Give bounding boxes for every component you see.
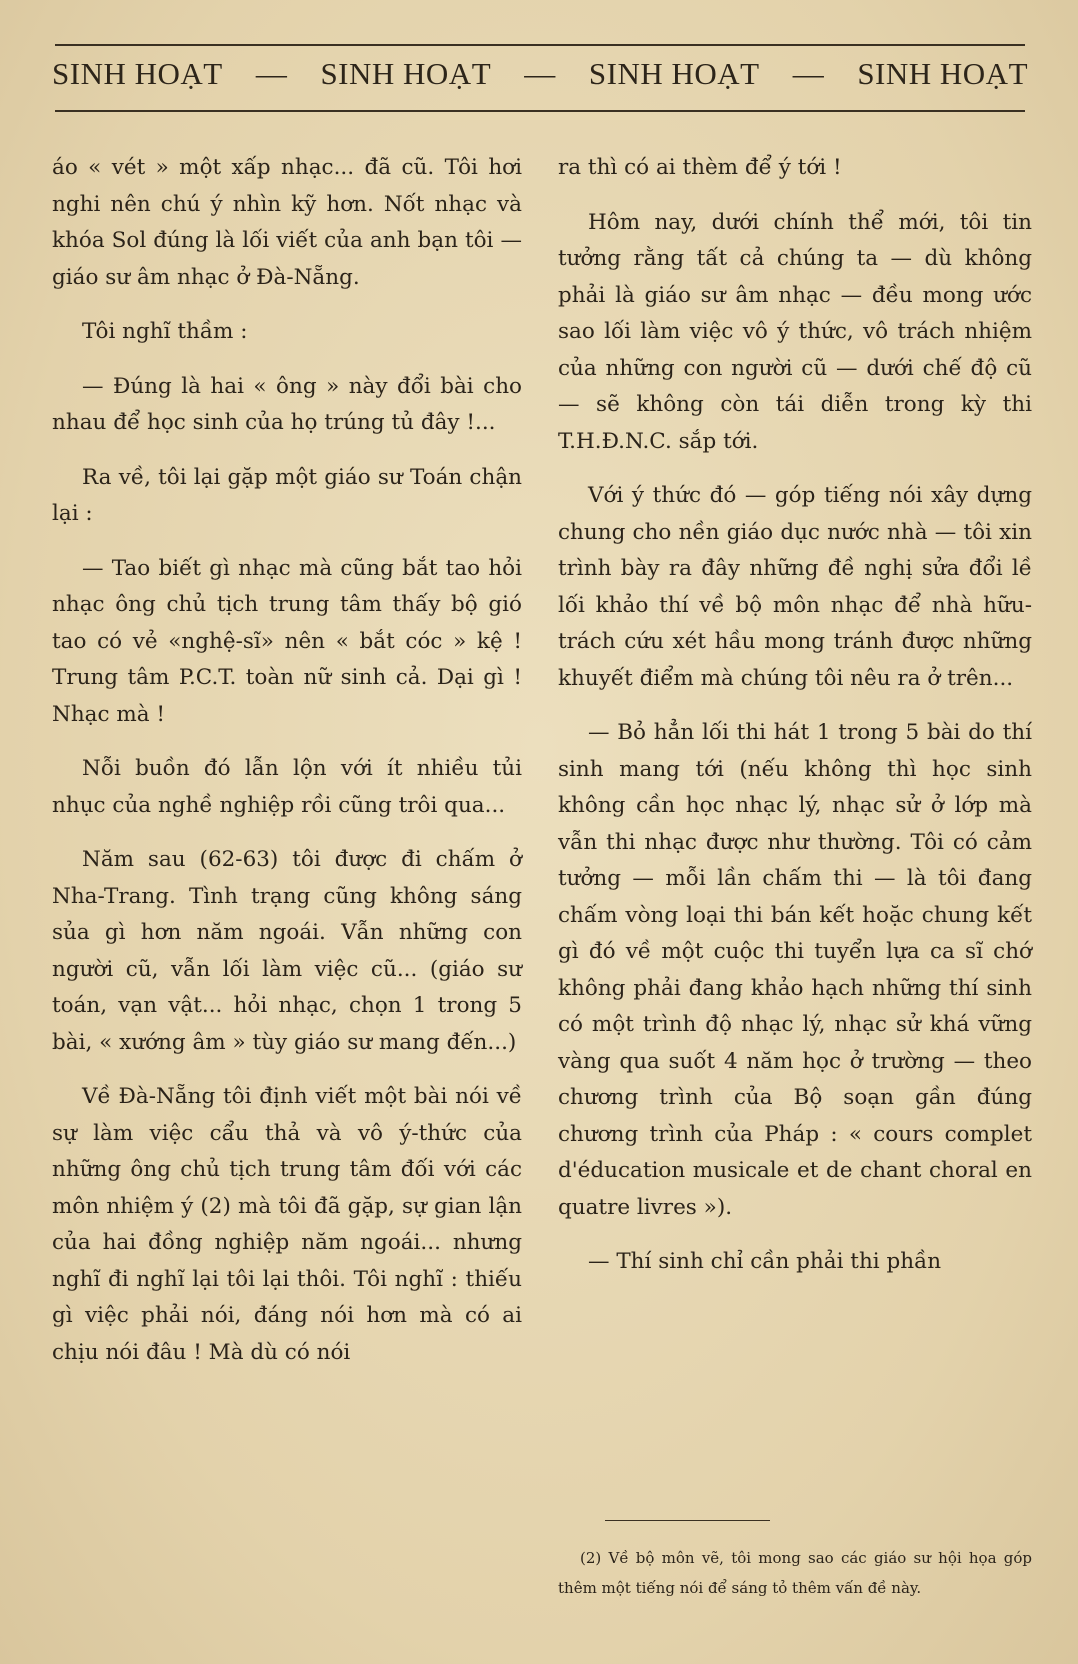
- paragraph: áo « vét » một xấp nhạc... đã cũ. Tôi hơi nghi nên chú ý nhìn kỹ hơn. Nốt nhạc và khóa Sol đúng là lối viết của anh bạn tôi — giáo sư âm nhạc ở Đà-Nẵng.: [52, 155, 522, 290]
- running-head-section-4: SINH HOẠT: [857, 56, 1028, 91]
- running-head-dash-2: —: [524, 56, 556, 91]
- paragraph: Hôm nay, dưới chính thể mới, tôi tin tưởng rằng tất cả chúng ta — dù không phải là giáo sư âm nhạc — đều mong ước sao lối làm việc vô ý thức, vô trách nhiệm của những con người cũ — dưới chế độ cũ — sẽ không còn tái diễn trong kỳ thi T.H.Đ.N.C. sắp tới.: [558, 209, 1032, 454]
- paragraph: Về Đà-Nẵng tôi định viết một bài nói về sự làm việc cẩu thả và vô ý-thức của những ông chủ tịch trung tâm đối với các môn nhiệm ý (2) mà tôi đã gặp, sự gian lận của hai đồng nghiệp năm ngoái... nhưng nghĩ đi nghĩ lại tôi lại thôi. Tôi nghĩ : thiếu gì việc phải nói, đáng nói hơn mà có ai chịu nói đâu ! Mà dù có nói: [52, 1084, 522, 1365]
- footnote-mark: (2): [580, 1549, 602, 1567]
- header-bottom-rule: [55, 110, 1025, 112]
- footnote-rule: [605, 1520, 770, 1521]
- paragraph: — Thí sinh chỉ cần phải thi phần: [588, 1249, 942, 1274]
- paragraph: Với ý thức đó — góp tiếng nói xây dựng chung cho nền giáo dục nước nhà — tôi xin trình bày ra đây những đề nghị sửa đổi lề lối khảo thí về bộ môn nhạc để nhà hữu-trách cứu xét hầu mong tránh được những khuyết điểm mà chúng tôi nêu ra ở trên...: [558, 483, 1032, 691]
- paragraph: Nỗi buồn đó lẫn lộn với ít nhiều tủi nhục của nghề nghiệp rồi cũng trôi qua...: [52, 756, 522, 818]
- running-head: [52, 56, 1028, 92]
- footnote-text: Về bộ môn vẽ, tôi mong sao các giáo sư hội họa góp thêm một tiếng nói để sáng tỏ thêm vấn đề này.: [558, 1549, 1032, 1597]
- paragraph: Năm sau (62-63) tôi được đi chấm ở Nha-Trang. Tình trạng cũng không sáng sủa gì hơn năm ngoái. Vẫn những con người cũ, vẫn lối làm việc cũ... (giáo sư toán, vạn vật... hỏi nhạc, chọn 1 trong 5 bài, « xướng âm » tùy giáo sư mang đến...): [52, 847, 522, 1055]
- paragraph: — Đúng là hai « ông » này đổi bài cho nhau để học sinh của họ trúng tủ đây !...: [52, 373, 522, 435]
- running-head-section-1: SINH HOẠT: [52, 56, 223, 91]
- paragraph: Tôi nghĩ thầm :: [82, 319, 248, 344]
- running-head-dash-1: —: [255, 56, 288, 91]
- running-head-section-3: SINH HOẠT: [588, 56, 760, 91]
- paragraph: ra thì có ai thèm để ý tới !: [558, 155, 842, 180]
- paragraph: Ra về, tôi lại gặp một giáo sư Toán chận lại :: [52, 464, 522, 526]
- header-top-rule: [55, 44, 1025, 46]
- left-column: [52, 150, 522, 1389]
- running-head-dash-3: —: [792, 56, 825, 91]
- paragraph: — Bỏ hẳn lối thi hát 1 trong 5 bài do thí sinh mang tới (nếu không thì học sinh không cần học nhạc lý, nhạc sử ở lớp mà vẫn thi nhạc được như thường. Tôi có cảm tưởng — mỗi lần chấm thi — là tôi đang chấm vòng loại thi bán kết hoặc chung kết gì đó về một cuộc thi tuyển lựa ca sĩ chớ không phải đang khảo hạch những thí sinh có một trình độ nhạc lý, nhạc sử khá vững vàng qua suốt 4 năm học ở trường — theo chương trình của Bộ soạn gần đúng chương trình của Pháp : « cours complet d'éducation musicale et de chant choral en quatre livres »).: [558, 720, 1032, 1220]
- running-head-section-2: SINH HOẠT: [320, 56, 492, 91]
- right-column: [558, 150, 1032, 1299]
- footnote: [558, 1543, 1032, 1603]
- paragraph: — Tao biết gì nhạc mà cũng bắt tao hỏi nhạc ông chủ tịch trung tâm thấy bộ gió tao có vẻ «nghệ-sĩ» nên « bắt cóc » kệ ! Trung tâm P.C.T. toàn nữ sinh cả. Dại gì ! Nhạc mà !: [52, 555, 522, 727]
